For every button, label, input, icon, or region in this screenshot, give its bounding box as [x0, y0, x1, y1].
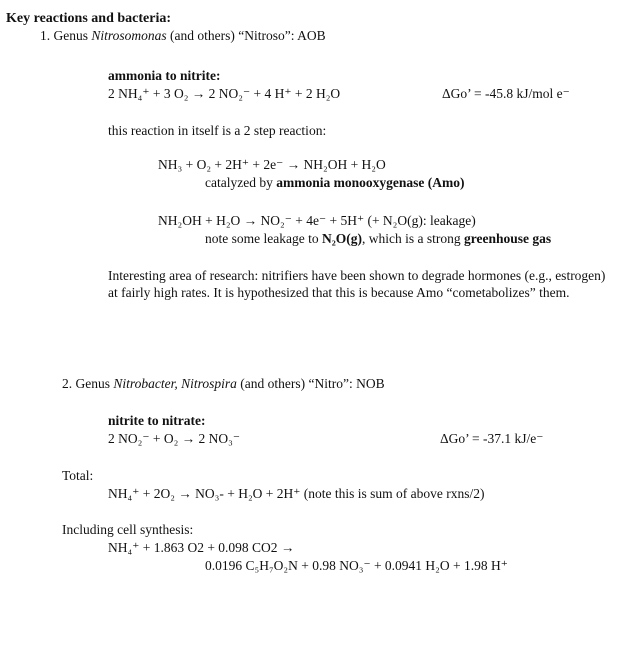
greenhouse-gas: greenhouse gas: [464, 231, 552, 246]
ammonia-to-nitrite-title: ammonia to nitrite:: [108, 68, 221, 83]
nitrite-to-nitrate-delta-g: ΔGo’ = -37.1 kJ/e⁻: [440, 431, 544, 446]
step-1-note-prefix: catalyzed by: [205, 175, 277, 190]
step-2-note-mid: , which is a strong: [362, 231, 465, 246]
section-1-prefix: 1. Genus: [40, 28, 92, 43]
nitrous-oxide: N₂O(g): [321, 231, 363, 246]
step-2-note: [205, 231, 551, 247]
ammonia-to-nitrite-equation: 2 NH₄⁺ + 3 O₂ → 2 NO₂⁻ + 4 H⁺ + 2 H₂O: [108, 86, 341, 101]
nitrite-to-nitrate-title: nitrite to nitrate:: [108, 413, 206, 428]
cell-synthesis-equation-line-1: NH₄⁺ + 1.863 O2 + 0.098 CO2 →: [108, 540, 295, 555]
section-1-suffix: (and others) “Nitroso”: AOB: [166, 28, 326, 43]
section-1-title: [40, 28, 326, 44]
ammonia-to-nitrite-delta-g: ΔGo’ = -45.8 kJ/mol e⁻: [442, 86, 570, 101]
section-1-genus: Nitrosomonas: [91, 28, 167, 43]
enzyme-name: ammonia monooxygenase (Amo): [276, 175, 465, 190]
research-paragraph: Interesting area of research: nitrifiers have been shown to degrade hormones (e.g., estrogen) at fairly high rates. It is hypothesized that this is because Amo “cometabolizes” them.: [108, 268, 606, 300]
document-heading: Key reactions and bacteria:: [6, 11, 171, 26]
total-equation: NH₄⁺ + 2O₂ → NO₃- + H₂O + 2H⁺ (note this is sum of above rxns/2): [108, 486, 485, 501]
step-2-equation: NH₂OH + H₂O → NO₂⁻ + 4e⁻ + 5H⁺ (+ N₂O(g): leakage): [158, 213, 476, 228]
section-2-genus: Nitrobacter, Nitrospira: [113, 376, 237, 391]
section-2-prefix: 2. Genus: [62, 376, 114, 391]
total-label: Total:: [62, 468, 94, 483]
step-1-note: [205, 175, 464, 191]
two-step-note: this reaction in itself is a 2 step reaction:: [108, 123, 327, 138]
nitrite-to-nitrate-equation: 2 NO₂⁻ + O₂ → 2 NO₃⁻: [108, 431, 240, 446]
section-2-suffix: (and others) “Nitro”: NOB: [236, 376, 385, 391]
section-2-title: [62, 376, 385, 392]
step-1-equation: NH₃ + O₂ + 2H⁺ + 2e⁻ → NH₂OH + H₂O: [158, 157, 386, 172]
cell-synthesis-equation-line-2: 0.0196 C₅H₇O₂N + 0.98 NO₃⁻ + 0.0941 H₂O + 1.98 H⁺: [205, 558, 508, 573]
step-2-note-prefix: note some leakage to: [205, 231, 322, 246]
cell-synthesis-label: Including cell synthesis:: [62, 522, 194, 537]
